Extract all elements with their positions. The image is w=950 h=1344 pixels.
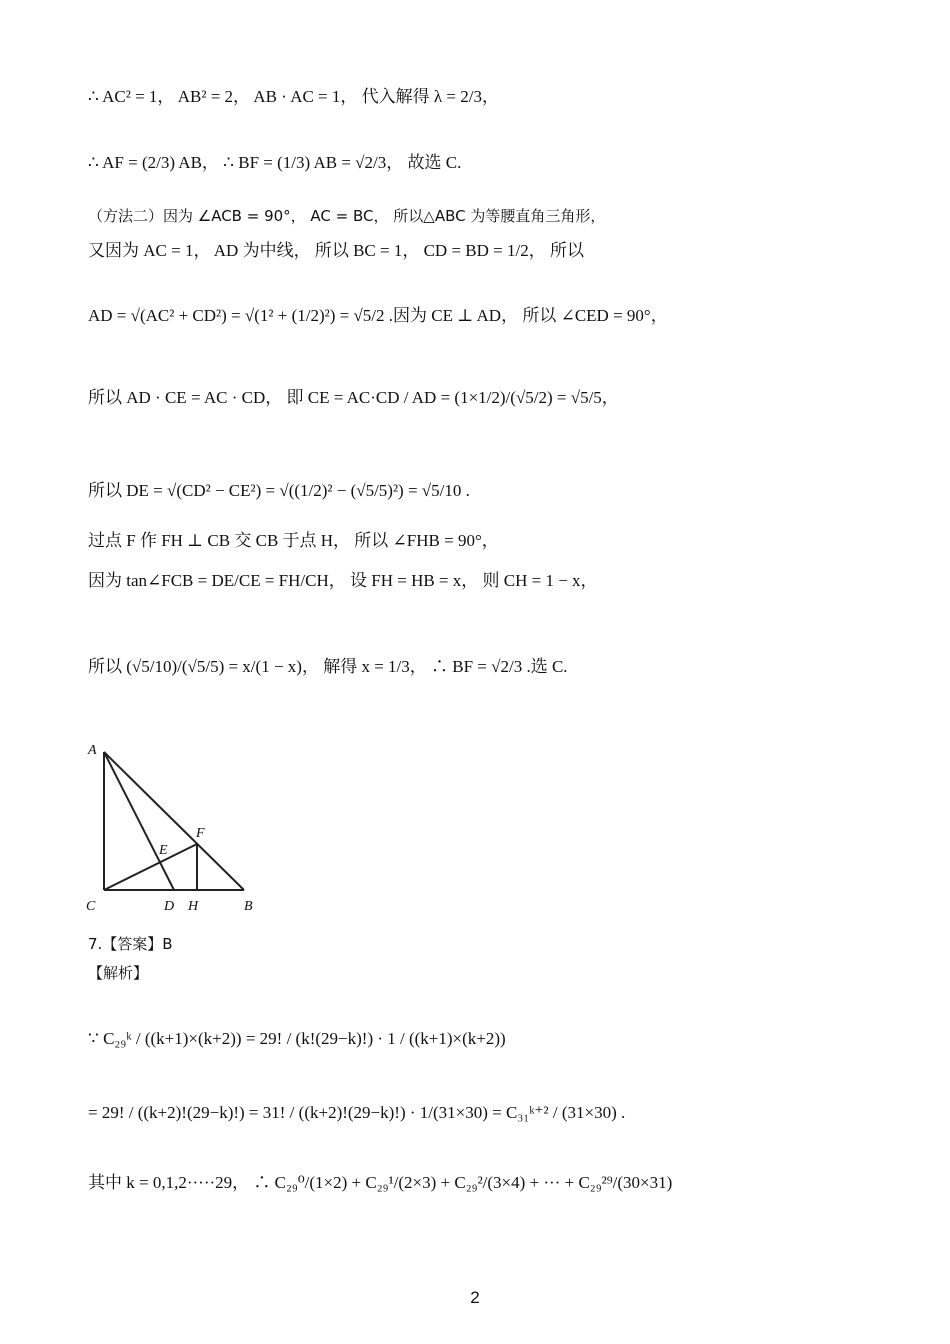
q7-line2: = 29! / ((k+2)!(29−k)!) = 31! / ((k+2)!(29−k)!) · 1/(31×30) = C₃₁ᵏ⁺² / (31×30) .: [88, 1103, 626, 1122]
label-h: H: [188, 899, 199, 914]
label-d: D: [164, 899, 175, 914]
triangle-figure: [84, 738, 270, 916]
method2-line8: 所以 (√5/10)/(√5/5) = x/(1 − x)， 解得 x = 1/3， ∴ BF = √2/3 .选 C.: [88, 657, 568, 676]
method1-line2: ∴ AF = (2/3) AB， ∴ BF = (1/3) AB = √2/3， 故选 C.: [88, 153, 462, 172]
q7-line1: ∵ C₂₉ᵏ / ((k+1)×(k+2)) = 29! / (k!(29−k)!) · 1 / ((k+1)×(k+2)): [88, 1029, 506, 1048]
method2-line7: 因为 tan∠FCB = DE/CE = FH/CH， 设 FH = HB = x， 则 CH = 1 − x，: [88, 571, 598, 590]
segment-ab: [104, 752, 244, 890]
label-e: E: [159, 843, 168, 858]
method2-line4: 所以 AD · CE = AC · CD， 即 CE = AC·CD / AD = (1×1/2)/(√5/2) = √5/5，: [88, 388, 619, 407]
segment-ad: [104, 752, 174, 890]
segment-cf: [104, 844, 197, 890]
method2-intro: （方法二）因为 ∠ACB = 90°， AC = BC， 所以△ABC 为等腰直角三角形，: [88, 207, 606, 225]
method1-line1: ∴ AC² = 1， AB² = 2， AB · AC = 1， 代入解得 λ = 2/3，: [88, 87, 499, 106]
method2-line3: AD = √(AC² + CD²) = √(1² + (1/2)²) = √5/2 .因为 CE ⊥ AD， 所以 ∠CED = 90°，: [88, 306, 668, 325]
q7-analysis-label: 【解析】: [88, 964, 149, 982]
label-c: C: [86, 899, 96, 914]
label-f: F: [196, 826, 205, 841]
method2-line2: 又因为 AC = 1， AD 为中线， 所以 BC = 1， CD = BD = 1/2， 所以: [88, 241, 584, 260]
label-b: B: [244, 899, 253, 914]
q7-answer: 7.【答案】B: [88, 935, 173, 953]
method2-line6: 过点 F 作 FH ⊥ CB 交 CB 于点 H， 所以 ∠FHB = 90°，: [88, 531, 499, 550]
page-number: 2: [470, 1288, 480, 1307]
method2-line5: 所以 DE = √(CD² − CE²) = √((1/2)² − (√5/5)²) = √5/10 .: [88, 481, 470, 500]
q7-line3: 其中 k = 0,1,2·····29， ∴ C₂₉⁰/(1×2) + C₂₉¹/(2×3) + C₂₉²/(3×4) + ··· + C₂₉²⁹/(30×31): [88, 1173, 673, 1192]
label-a: A: [88, 743, 97, 758]
